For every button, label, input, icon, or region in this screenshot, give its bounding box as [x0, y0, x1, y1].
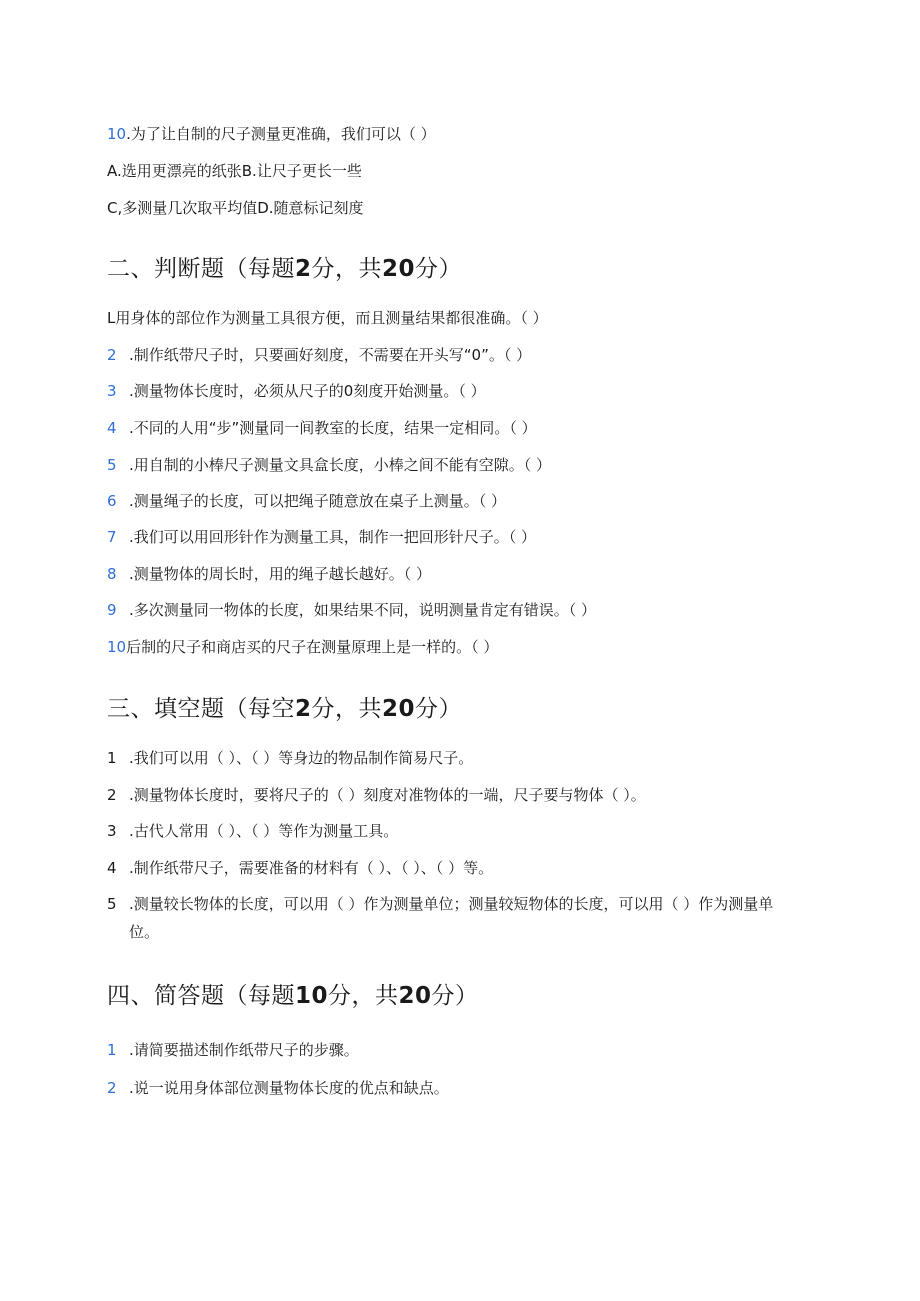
item-number: 5 — [107, 456, 117, 474]
item-number: 8 — [107, 565, 117, 583]
item-text: .制作纸带尺子，需要准备的材料有（ ）、（ ）、（ ）等。 — [129, 859, 494, 877]
item-text: .我们可以用回形针作为测量工具，制作一把回形针尺子。（ ） — [129, 528, 537, 546]
item-text: .测量较长物体的长度，可以用（ ）作为测量单位；测量较短物体的长度，可以用（ ）作为测量单位。 — [129, 895, 774, 941]
item-number: 2 — [107, 1079, 117, 1097]
item-text: .制作纸带尺子时，只要画好刻度，不需要在开头写“0”。（ ） — [129, 346, 532, 364]
item-number: 1 — [107, 749, 117, 767]
heading-text: 分） — [415, 696, 463, 722]
item-number: 3 — [107, 822, 117, 840]
heading-text: 分，共 — [311, 696, 383, 722]
fill-blank-item — [107, 890, 797, 946]
heading-text: 分，共 — [311, 256, 383, 282]
short-answer-item — [107, 1078, 449, 1098]
item-number: 4 — [107, 859, 117, 877]
short-answer-item — [107, 1040, 359, 1060]
section-heading-judgment — [107, 254, 462, 284]
item-text: .用自制的小棒尺子测量文具盒长度，小棒之间不能有空隙。（ ） — [129, 456, 552, 474]
item-number: 2 — [107, 346, 117, 364]
heading-text: 分） — [431, 983, 479, 1009]
item-text: .测量物体长度时，必须从尺子的0刻度开始测量。（ ） — [129, 382, 486, 400]
heading-text: 四、简答题（每题 — [107, 983, 295, 1009]
item-number: 3 — [107, 382, 117, 400]
heading-points: 10 — [295, 983, 329, 1009]
question-10 — [107, 124, 436, 144]
judgment-item — [107, 381, 486, 401]
item-text: .请简要描述制作纸带尺子的步骤。 — [129, 1041, 359, 1059]
heading-text: 二、判断题（每题 — [107, 256, 295, 282]
fill-blank-item — [107, 785, 646, 805]
question-10-options-ab: A.选用更漂亮的纸张B.让尺子更长一些 — [107, 162, 362, 180]
item-text: .不同的人用“步”测量同一间教室的长度，结果一定相同。（ ） — [129, 419, 537, 437]
question-text: .为了让自制的尺子测量更准确，我们可以（ ） — [126, 125, 436, 143]
item-number: 10 — [107, 638, 127, 656]
judgment-item — [107, 308, 548, 328]
item-text: .测量物体长度时，要将尺子的（ ）刻度对准物体的一端，尺子要与物体（ ）。 — [129, 786, 646, 804]
item-text: .说一说用身体部位测量物体长度的优点和缺点。 — [129, 1079, 449, 1097]
item-text: .测量绳子的长度，可以把绳子随意放在桌子上测量。（ ） — [129, 492, 507, 510]
heading-text: 分，共 — [328, 983, 399, 1009]
judgment-item — [107, 527, 536, 547]
fill-blank-item — [107, 748, 473, 768]
item-number: 9 — [107, 601, 117, 619]
item-text: .多次测量同一物体的长度，如果结果不同，说明测量肯定有错误。（ ） — [129, 601, 597, 619]
item-text: .古代人常用（ ）、（ ）等作为测量工具。 — [129, 822, 399, 840]
question-number: 10 — [107, 125, 127, 143]
item-number: 1 — [107, 1041, 117, 1059]
heading-text: 三、填空题（每空 — [107, 696, 295, 722]
item-text: .我们可以用（ ）、（ ）等身边的物品制作简易尺子。 — [129, 749, 474, 767]
fill-blank-item — [107, 821, 398, 841]
question-10-options-cd: C,多测量几次取平均值D.随意标记刻度 — [107, 199, 364, 217]
judgment-item — [107, 345, 531, 365]
heading-total: 20 — [382, 256, 416, 282]
item-text: .测量物体的周长时，用的绳子越长越好。（ ） — [129, 565, 432, 583]
judgment-item — [107, 455, 551, 475]
section-heading-short-answer — [107, 981, 479, 1011]
item-number: 4 — [107, 419, 117, 437]
item-text: 后制的尺子和商店买的尺子在测量原理上是一样的。（ ） — [126, 638, 499, 656]
heading-points: 2 — [295, 256, 312, 282]
item-text: L用身体的部位作为测量工具很方便，而且测量结果都很准确。（ ） — [107, 309, 548, 327]
heading-total: 20 — [398, 983, 432, 1009]
judgment-item — [107, 418, 537, 438]
item-number: 6 — [107, 492, 117, 510]
heading-total: 20 — [382, 696, 416, 722]
fill-blank-item — [107, 858, 493, 878]
judgment-item — [107, 491, 506, 511]
judgment-item — [107, 600, 596, 620]
judgment-item — [107, 564, 431, 584]
item-number: 7 — [107, 528, 117, 546]
section-heading-fill-blank — [107, 694, 462, 724]
heading-points: 2 — [295, 696, 312, 722]
item-number: 5 — [107, 895, 117, 913]
judgment-item — [107, 637, 498, 657]
heading-text: 分） — [415, 256, 463, 282]
item-number: 2 — [107, 786, 117, 804]
